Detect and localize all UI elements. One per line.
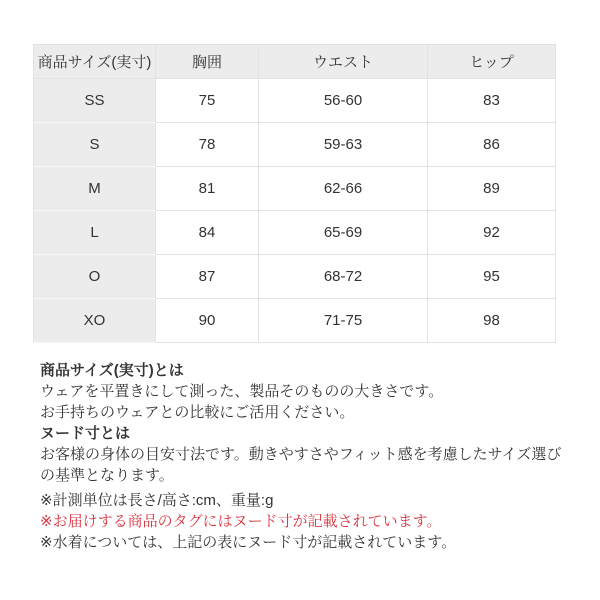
column-header-waist: ウエスト xyxy=(259,45,428,79)
chest-value: 81 xyxy=(156,167,259,211)
size-label: SS xyxy=(34,79,156,123)
table-row-m xyxy=(34,167,556,211)
column-header-chest: 胸囲 xyxy=(156,45,259,79)
waist-value: 62-66 xyxy=(259,167,428,211)
chest-value: 78 xyxy=(156,123,259,167)
chest-value: 87 xyxy=(156,255,259,299)
size-chart-table xyxy=(33,44,556,343)
table-header-row xyxy=(34,45,556,79)
waist-value: 71-75 xyxy=(259,299,428,343)
description-block xyxy=(40,360,585,553)
table-row-s xyxy=(34,123,556,167)
waist-value: 59-63 xyxy=(259,123,428,167)
hip-value: 83 xyxy=(428,79,556,123)
hip-value: 95 xyxy=(428,255,556,299)
table-row-l xyxy=(34,211,556,255)
section-nude-size xyxy=(40,423,585,486)
chest-value: 75 xyxy=(156,79,259,123)
hip-value: 98 xyxy=(428,299,556,343)
column-header-product-size: 商品サイズ(実寸) xyxy=(34,45,156,79)
size-label: O xyxy=(34,255,156,299)
chest-value: 90 xyxy=(156,299,259,343)
size-label: L xyxy=(34,211,156,255)
waist-value: 65-69 xyxy=(259,211,428,255)
note-swimwear: ※水着については、上記の表にヌード寸が記載されています。 xyxy=(40,534,457,551)
hip-value: 89 xyxy=(428,167,556,211)
nude-size-text-line: の基準となります。 xyxy=(40,467,174,484)
size-label: XO xyxy=(34,299,156,343)
waist-value: 56-60 xyxy=(259,79,428,123)
hip-value: 92 xyxy=(428,211,556,255)
nude-size-text-line: お客様の身体の目安寸法です。動きやすさやフィット感を考慮したサイズ選び xyxy=(40,446,562,463)
hip-value: 86 xyxy=(428,123,556,167)
chest-value: 84 xyxy=(156,211,259,255)
section-product-size xyxy=(40,360,585,423)
table-row-xo xyxy=(34,299,556,343)
nude-size-heading: ヌード寸とは xyxy=(40,425,131,442)
product-size-heading: 商品サイズ(実寸)とは xyxy=(40,362,184,379)
note-tag-nude-size: ※お届けする商品のタグにはヌード寸が記載されています。 xyxy=(40,513,442,530)
notes-block xyxy=(40,490,585,553)
table-row-o xyxy=(34,255,556,299)
product-size-text-line: ウェアを平置きにして測った、製品そのものの大きさです。 xyxy=(40,383,444,400)
size-label: M xyxy=(34,167,156,211)
waist-value: 68-72 xyxy=(259,255,428,299)
size-label: S xyxy=(34,123,156,167)
column-header-hip: ヒップ xyxy=(428,45,556,79)
table-row-ss xyxy=(34,79,556,123)
note-measurement-unit: ※計測単位は長さ/高さ:cm、重量:g xyxy=(40,492,274,509)
product-size-text-line: お手持ちのウェアとの比較にご活用ください。 xyxy=(40,404,355,421)
